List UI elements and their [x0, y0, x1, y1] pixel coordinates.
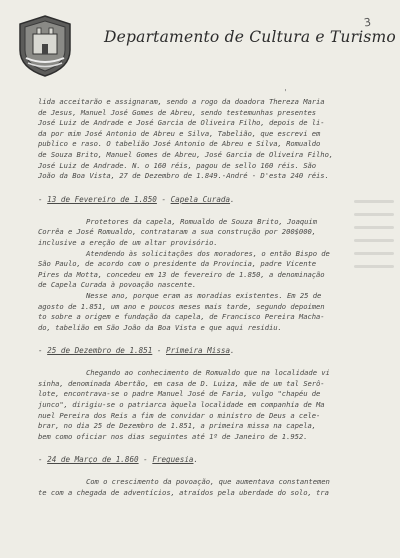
paragraph-chegando	[38, 368, 368, 442]
text-line: junco", dirigiu-se o patriarca àquela localidade em companhia de Ma	[38, 400, 325, 410]
coat-of-arms-emblem	[16, 14, 74, 78]
text-line: brar, no dia 25 de Dezembro de 1.851, a primeira missa na capela,	[38, 421, 317, 431]
text-line: Pires da Motta, concedeu em 13 de fevereiro de 1.850, a denominação	[38, 269, 325, 279]
paragraph-atendendo	[38, 249, 368, 291]
text-line: Protetores da capela, Romualdo de Souza Brito, Joaquim	[86, 216, 317, 226]
paragraph-crescimento	[38, 477, 368, 498]
deed-paragraph	[38, 97, 368, 182]
text-line: de Souza Brito, Manuel Gomes de Abreu, José Garcia de Oliveira Filho,	[38, 149, 334, 159]
text-line: bem como oficiar nos dias seguintes até 1º de Janeiro de 1.952.	[38, 431, 308, 441]
handwritten-page-number: 3	[363, 15, 372, 30]
text-line: José Luiz de Andrade e José Garcia de Oliveira Filho, depois de li-	[38, 118, 325, 128]
document-body	[38, 97, 368, 499]
text-line: Chegando ao conhecimento de Romualdo que na localidade vi	[86, 368, 330, 378]
paragraph-protetores	[38, 217, 368, 249]
text-line: Corrêa e José Romualdo, contrataram a sua construção por 200$000,	[38, 227, 317, 237]
text-line: publico e raso. O tabelião José Antonio de Abreu e Silva, Romualdo	[38, 139, 321, 149]
margin-mark: '	[283, 88, 288, 97]
text-line: inclusive a ereção de um altar provisório.	[38, 237, 218, 247]
section-heading-freguesia: - 24 de Março de 1.860 - Freguesia.	[38, 455, 199, 465]
text-line: Atendendo às solicitações dos moradores, o então Bispo de	[86, 248, 330, 258]
text-line: to sobre a origem e fundação da capela, de Francisco Pereira Macha-	[38, 312, 325, 322]
text-line: lote, encontrava-se o padre Manuel José de Faria, vulgo "chapéu de	[38, 389, 321, 399]
text-line: Nesse ano, porque eram as moradias existentes. Em 25 de	[86, 290, 322, 300]
text-line: sinha, denominada Abertão, em casa de D. Luiza, mãe de um tal Serô-	[38, 378, 325, 388]
text-line: da por mim José Antonio de Abreu e Silva, Tabelião, que escrevi em	[38, 128, 321, 138]
text-line: lida acceitarão e assignaram, sendo a rogo da doadora Thereza Maria	[38, 97, 325, 106]
text-line: José Luiz de Andrade. N. o 160 réis, pagou de sello 160 réis. São	[38, 160, 317, 170]
section-heading-capela-curada: - 13 de Fevereiro de 1.850 - Capela Curada.	[38, 194, 235, 204]
text-line: do, tabelião em São João da Boa Vista e que aqui residiu.	[38, 322, 282, 332]
department-title: Departamento de Cultura e Turismo	[104, 28, 396, 46]
section-heading-primeira-missa: - 25 de Dezembro de 1.851 - Primeira Missa.	[38, 346, 235, 356]
text-line: São Paulo, de acordo com o presidente da Provincia, padre Vicente	[38, 259, 317, 269]
text-line: de Jesus, Manuel José Gomes de Abreu, sendo testemunhas presentes	[38, 107, 317, 117]
text-line: Com o crescimento da povoação, que aumentava constantemen	[86, 477, 330, 487]
text-line: te com a chegada de adventícios, atraídos pela uberdade do solo, tra	[38, 488, 329, 498]
text-line: João da Boa Vista, 27 de Dezembro de 1.849.-André - D'esta 240 réis.	[38, 171, 329, 181]
text-line: de Capela Curada à povoação nascente.	[38, 280, 197, 290]
text-line: agosto de 1.851, um ano e poucos meses mais tarde, segundo depoimen	[38, 301, 325, 311]
paragraph-nesse-ano	[38, 291, 368, 333]
text-line: nuel Pereira dos Reis a fim de convidar o ministro de Deus a cele-	[38, 410, 321, 420]
